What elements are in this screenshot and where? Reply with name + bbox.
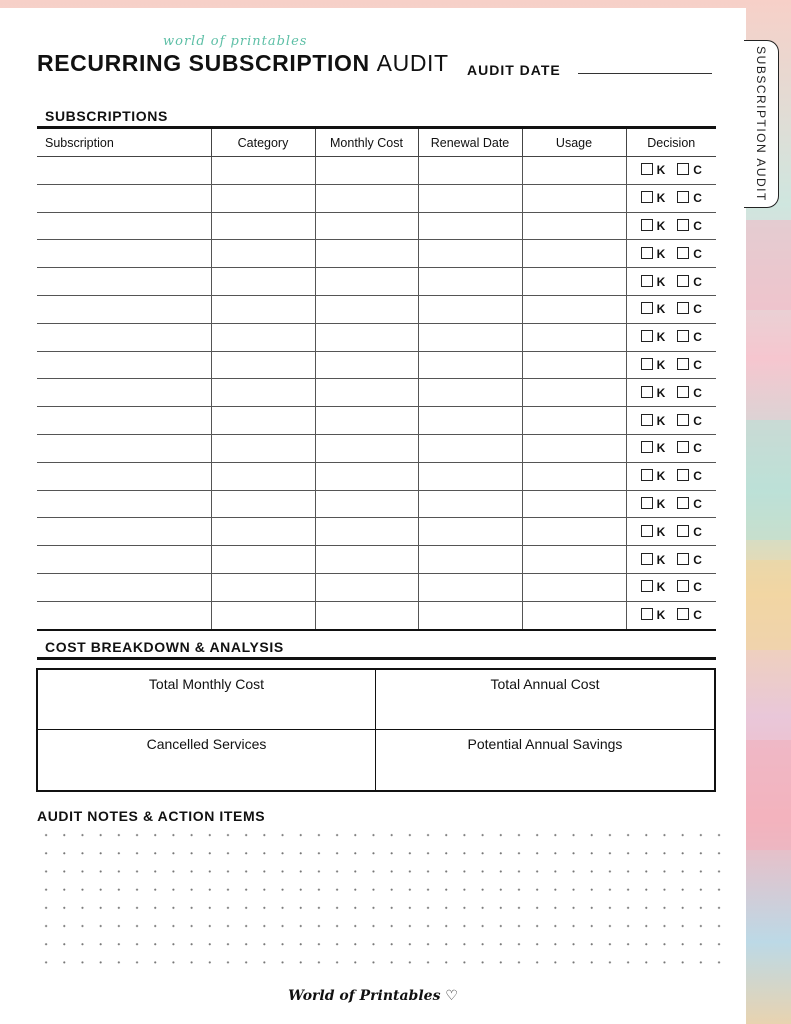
keep-checkbox[interactable]	[641, 414, 653, 426]
decision-cell	[626, 490, 716, 518]
cancel-option	[677, 275, 702, 289]
table-cell[interactable]	[522, 268, 626, 296]
checkbox-label: K	[656, 357, 666, 372]
cancel-option	[677, 330, 702, 344]
table-row	[37, 407, 716, 435]
cancel-checkbox[interactable]	[677, 441, 689, 453]
cancel-checkbox[interactable]	[677, 330, 689, 342]
cancelled-services-cell[interactable]	[38, 730, 376, 790]
table-cell[interactable]	[418, 434, 522, 462]
checkbox-label: C	[693, 302, 702, 317]
decision-cell	[626, 295, 716, 323]
keep-checkbox[interactable]	[641, 497, 653, 509]
table-row	[37, 351, 716, 379]
table-cell[interactable]	[315, 295, 418, 323]
table-cell[interactable]	[315, 434, 418, 462]
table-cell[interactable]	[522, 240, 626, 268]
decision-cell	[626, 212, 716, 240]
cell-label: Total Annual Cost	[490, 676, 600, 692]
keep-option	[641, 497, 666, 511]
cancel-checkbox[interactable]	[677, 414, 689, 426]
checkbox-label: C	[693, 469, 702, 484]
keep-option	[641, 275, 666, 289]
cancel-option	[677, 191, 702, 205]
checkbox-label: C	[693, 246, 702, 261]
column-header: Usage	[522, 128, 626, 157]
checkbox-label: K	[656, 330, 666, 345]
cancel-option	[677, 247, 702, 261]
keep-option	[641, 469, 666, 483]
keep-checkbox[interactable]	[641, 302, 653, 314]
table-cell[interactable]	[418, 601, 522, 629]
footer-logo: World of Printables ♡	[288, 988, 458, 1004]
table-cell[interactable]	[522, 212, 626, 240]
table-cell[interactable]	[211, 546, 315, 574]
table-row	[37, 240, 716, 268]
table-cell[interactable]	[418, 379, 522, 407]
table-cell[interactable]	[418, 268, 522, 296]
table-cell[interactable]	[37, 268, 211, 296]
table-cell[interactable]	[211, 323, 315, 351]
table-row	[37, 490, 716, 518]
table-row	[37, 573, 716, 601]
table-cell[interactable]	[37, 434, 211, 462]
potential-annual-savings-cell[interactable]	[376, 730, 714, 790]
checkbox-label: K	[656, 580, 666, 595]
table-cell[interactable]	[211, 184, 315, 212]
table-cell[interactable]	[522, 379, 626, 407]
keep-option	[641, 608, 666, 622]
checkbox-label: C	[693, 274, 702, 289]
cancel-option	[677, 302, 702, 316]
table-cell[interactable]	[315, 379, 418, 407]
checkbox-label: C	[693, 385, 702, 400]
table-cell[interactable]	[522, 462, 626, 490]
checkbox-label: K	[656, 246, 666, 261]
cancel-option	[677, 469, 702, 483]
keep-option	[641, 553, 666, 567]
table-cell[interactable]	[522, 601, 626, 629]
table-cell[interactable]	[211, 240, 315, 268]
keep-checkbox[interactable]	[641, 386, 653, 398]
cancel-checkbox[interactable]	[677, 525, 689, 537]
table-cell[interactable]	[418, 407, 522, 435]
keep-checkbox[interactable]	[641, 163, 653, 175]
table-cell[interactable]	[418, 462, 522, 490]
table-cell[interactable]	[315, 601, 418, 629]
side-tab[interactable]	[744, 40, 779, 208]
cell-label: Total Monthly Cost	[148, 676, 265, 692]
cancel-option	[677, 497, 702, 511]
brand-script: world of printables	[163, 34, 308, 49]
table-cell[interactable]	[37, 601, 211, 629]
cell-label: Cancelled Services	[146, 736, 267, 752]
cancel-checkbox[interactable]	[677, 497, 689, 509]
checkbox-label: C	[693, 496, 702, 511]
table-cell[interactable]	[315, 240, 418, 268]
table-cell[interactable]	[211, 462, 315, 490]
decision-cell	[626, 323, 716, 351]
cancel-option	[677, 219, 702, 233]
table-cell[interactable]	[211, 407, 315, 435]
table-cell[interactable]	[522, 546, 626, 574]
cancel-checkbox[interactable]	[677, 469, 689, 481]
cancel-checkbox[interactable]	[677, 553, 689, 565]
dot-grid-notes-area[interactable]	[37, 826, 722, 971]
table-row	[37, 462, 716, 490]
table-cell[interactable]	[418, 518, 522, 546]
subscriptions-table	[37, 126, 716, 631]
table-cell[interactable]	[37, 462, 211, 490]
keep-option	[641, 247, 666, 261]
audit-date-field[interactable]	[578, 73, 712, 74]
cancel-option	[677, 163, 702, 177]
column-header: Renewal Date	[418, 128, 522, 157]
cancel-checkbox[interactable]	[677, 275, 689, 287]
keep-option	[641, 191, 666, 205]
table-cell[interactable]	[37, 546, 211, 574]
decision-cell	[626, 379, 716, 407]
table-row	[37, 295, 716, 323]
table-cell[interactable]	[418, 490, 522, 518]
cancel-option	[677, 358, 702, 372]
table-cell[interactable]	[37, 240, 211, 268]
notes-section-title: AUDIT NOTES & ACTION ITEMS	[37, 808, 266, 824]
table-cell[interactable]	[418, 184, 522, 212]
checkbox-label: K	[656, 163, 666, 178]
table-cell[interactable]	[37, 295, 211, 323]
decision-cell	[626, 601, 716, 629]
table-cell[interactable]	[418, 240, 522, 268]
decision-cell	[626, 434, 716, 462]
title-light: AUDIT	[376, 50, 449, 76]
checkbox-label: C	[693, 413, 702, 428]
keep-option	[641, 219, 666, 233]
decision-cell	[626, 546, 716, 574]
cancel-checkbox[interactable]	[677, 219, 689, 231]
table-cell[interactable]	[315, 462, 418, 490]
decision-cell	[626, 157, 716, 185]
cost-section-title: COST BREAKDOWN & ANALYSIS	[45, 639, 284, 655]
checkbox-label: K	[656, 552, 666, 567]
table-cell[interactable]	[211, 295, 315, 323]
table-row	[37, 379, 716, 407]
keep-checkbox[interactable]	[641, 247, 653, 259]
cancel-checkbox[interactable]	[677, 247, 689, 259]
cancel-option	[677, 608, 702, 622]
keep-option	[641, 441, 666, 455]
table-cell[interactable]	[211, 434, 315, 462]
checkbox-label: K	[656, 413, 666, 428]
checkbox-label: C	[693, 580, 702, 595]
table-cell[interactable]	[37, 379, 211, 407]
table-cell[interactable]	[418, 546, 522, 574]
table-cell[interactable]	[37, 351, 211, 379]
background-shard	[746, 420, 791, 540]
table-cell[interactable]	[522, 157, 626, 185]
checkbox-label: C	[693, 218, 702, 233]
background-shard	[746, 560, 791, 650]
table-cell[interactable]	[418, 573, 522, 601]
table-cell[interactable]	[211, 212, 315, 240]
decision-cell	[626, 518, 716, 546]
cancel-option	[677, 553, 702, 567]
table-cell[interactable]	[37, 490, 211, 518]
section-divider	[37, 657, 716, 660]
checkbox-label: K	[656, 469, 666, 484]
table-row	[37, 546, 716, 574]
decision-cell	[626, 407, 716, 435]
cancel-checkbox[interactable]	[677, 191, 689, 203]
checkbox-label: K	[656, 302, 666, 317]
checkbox-label: C	[693, 608, 702, 623]
cost-breakdown-grid	[36, 668, 716, 792]
table-cell[interactable]	[315, 546, 418, 574]
table-cell[interactable]	[315, 351, 418, 379]
total-annual-cost-cell[interactable]	[376, 670, 714, 730]
keep-option	[641, 525, 666, 539]
checkbox-label: C	[693, 191, 702, 206]
cancel-checkbox[interactable]	[677, 386, 689, 398]
table-cell[interactable]	[522, 184, 626, 212]
table-cell[interactable]	[315, 407, 418, 435]
cancel-checkbox[interactable]	[677, 163, 689, 175]
table-row	[37, 268, 716, 296]
cancel-option	[677, 580, 702, 594]
subscriptions-section-title: SUBSCRIPTIONS	[45, 108, 168, 124]
table-cell[interactable]	[211, 573, 315, 601]
cancel-checkbox[interactable]	[677, 608, 689, 620]
keep-checkbox[interactable]	[641, 191, 653, 203]
table-cell[interactable]	[211, 268, 315, 296]
table-cell[interactable]	[211, 157, 315, 185]
keep-option	[641, 414, 666, 428]
table-header-row	[37, 128, 716, 157]
table-cell[interactable]	[37, 157, 211, 185]
table-cell[interactable]	[315, 157, 418, 185]
keep-option	[641, 580, 666, 594]
cancel-option	[677, 525, 702, 539]
cancel-checkbox[interactable]	[677, 302, 689, 314]
table-cell[interactable]	[315, 184, 418, 212]
cancel-option	[677, 414, 702, 428]
checkbox-label: K	[656, 385, 666, 400]
column-header: Decision	[626, 128, 716, 157]
table-cell[interactable]	[315, 490, 418, 518]
keep-checkbox[interactable]	[641, 330, 653, 342]
column-header: Monthly Cost	[315, 128, 418, 157]
keep-option	[641, 330, 666, 344]
checkbox-label: K	[656, 441, 666, 456]
audit-date-label: AUDIT DATE	[467, 62, 561, 78]
table-cell[interactable]	[315, 212, 418, 240]
checkbox-label: C	[693, 163, 702, 178]
table-cell[interactable]	[211, 518, 315, 546]
decision-cell	[626, 268, 716, 296]
table-cell[interactable]	[315, 518, 418, 546]
cancel-option	[677, 386, 702, 400]
background-shard	[746, 740, 791, 850]
cancel-checkbox[interactable]	[677, 580, 689, 592]
total-monthly-cost-cell[interactable]	[38, 670, 376, 730]
keep-checkbox[interactable]	[641, 608, 653, 620]
keep-option	[641, 163, 666, 177]
table-cell[interactable]	[418, 157, 522, 185]
keep-checkbox[interactable]	[641, 219, 653, 231]
checkbox-label: K	[656, 274, 666, 289]
cell-label: Potential Annual Savings	[467, 736, 623, 752]
checkbox-label: K	[656, 218, 666, 233]
table-row	[37, 518, 716, 546]
table-cell[interactable]	[522, 573, 626, 601]
table-cell[interactable]	[211, 601, 315, 629]
table-cell[interactable]	[37, 518, 211, 546]
table-cell[interactable]	[522, 490, 626, 518]
checkbox-label: K	[656, 191, 666, 206]
table-cell[interactable]	[211, 351, 315, 379]
table-cell[interactable]	[37, 407, 211, 435]
background-shard	[746, 220, 791, 310]
keep-checkbox[interactable]	[641, 580, 653, 592]
table-row	[37, 601, 716, 629]
table-cell[interactable]	[418, 323, 522, 351]
table-cell[interactable]	[522, 295, 626, 323]
keep-checkbox[interactable]	[641, 469, 653, 481]
table-cell[interactable]	[211, 490, 315, 518]
table-cell[interactable]	[315, 268, 418, 296]
decision-cell	[626, 573, 716, 601]
decision-cell	[626, 462, 716, 490]
checkbox-label: K	[656, 496, 666, 511]
checkbox-label: C	[693, 357, 702, 372]
checkbox-label: C	[693, 524, 702, 539]
table-cell[interactable]	[37, 573, 211, 601]
table-cell[interactable]	[418, 295, 522, 323]
keep-checkbox[interactable]	[641, 553, 653, 565]
table-cell[interactable]	[37, 323, 211, 351]
side-tab-label: SUBSCRIPTION AUDIT	[754, 46, 768, 202]
keep-option	[641, 358, 666, 372]
table-cell[interactable]	[522, 518, 626, 546]
title-bold: RECURRING SUBSCRIPTION	[37, 50, 370, 76]
table-row	[37, 212, 716, 240]
keep-checkbox[interactable]	[641, 275, 653, 287]
table-cell[interactable]	[522, 323, 626, 351]
column-header: Subscription	[37, 128, 211, 157]
table-cell[interactable]	[37, 212, 211, 240]
keep-checkbox[interactable]	[641, 358, 653, 370]
checkbox-label: K	[656, 608, 666, 623]
cancel-checkbox[interactable]	[677, 358, 689, 370]
page-title	[37, 50, 449, 77]
table-cell[interactable]	[522, 434, 626, 462]
keep-option	[641, 386, 666, 400]
checkbox-label: C	[693, 330, 702, 345]
cancel-option	[677, 441, 702, 455]
table-cell[interactable]	[522, 407, 626, 435]
table-row	[37, 323, 716, 351]
table-cell[interactable]	[315, 573, 418, 601]
decision-cell	[626, 240, 716, 268]
decision-cell	[626, 351, 716, 379]
decision-cell	[626, 184, 716, 212]
table-cell[interactable]	[522, 351, 626, 379]
keep-option	[641, 302, 666, 316]
checkbox-label: K	[656, 524, 666, 539]
table-row	[37, 157, 716, 185]
table-cell[interactable]	[418, 351, 522, 379]
table-row	[37, 184, 716, 212]
column-header: Category	[211, 128, 315, 157]
keep-checkbox[interactable]	[641, 525, 653, 537]
keep-checkbox[interactable]	[641, 441, 653, 453]
checkbox-label: C	[693, 441, 702, 456]
table-cell[interactable]	[37, 184, 211, 212]
table-cell[interactable]	[211, 379, 315, 407]
table-cell[interactable]	[315, 323, 418, 351]
table-row	[37, 434, 716, 462]
table-cell[interactable]	[418, 212, 522, 240]
checkbox-label: C	[693, 552, 702, 567]
